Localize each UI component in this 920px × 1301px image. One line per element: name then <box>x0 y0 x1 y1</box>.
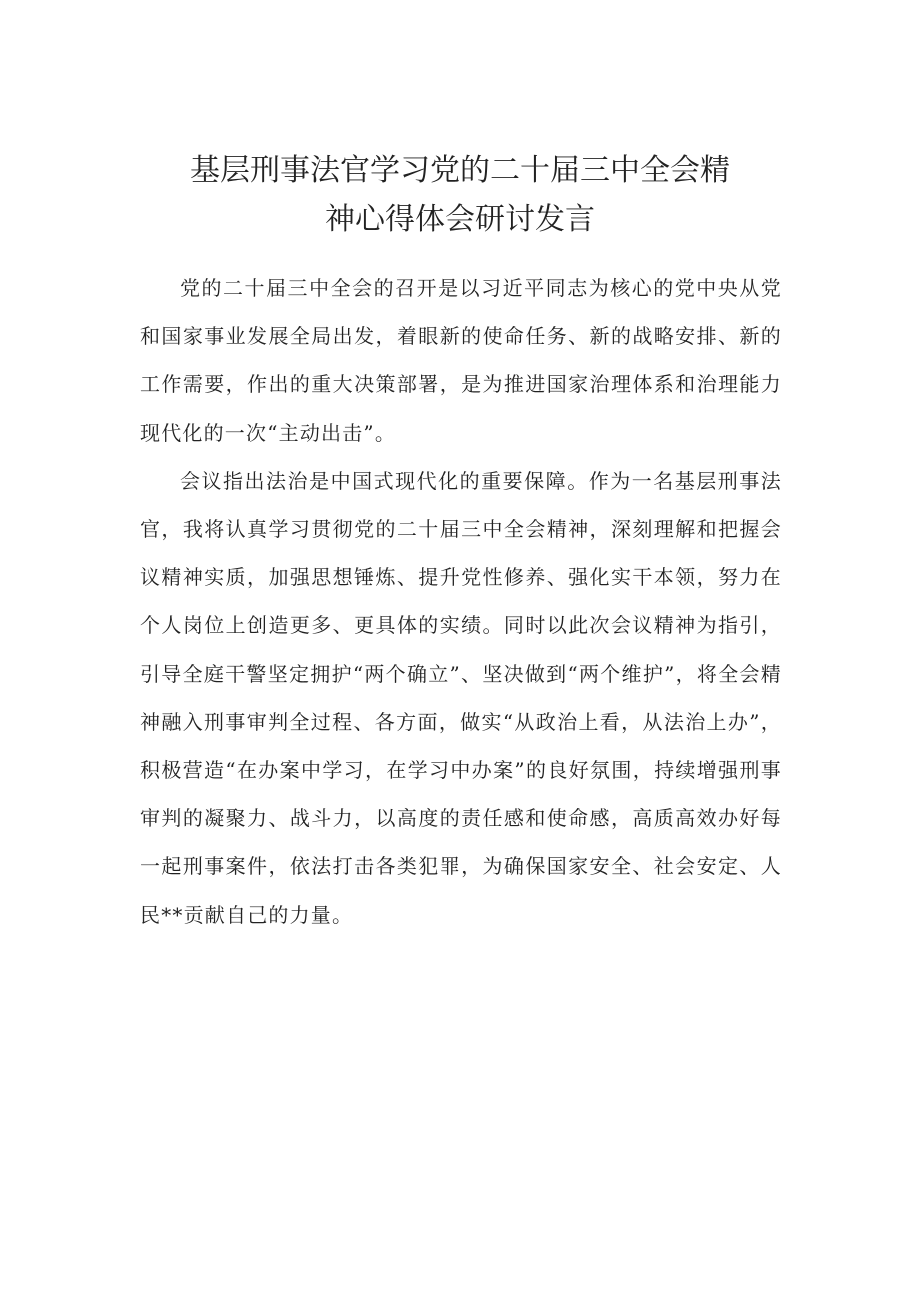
title-line-2: 神心得体会研讨发言 <box>325 202 595 237</box>
title-line-1: 基层刑事法官学习党的二十届三中全会精 <box>190 153 730 188</box>
document-title <box>140 146 780 244</box>
paragraph-2: 会议指出法治是中国式现代化的重要保障。作为一名基层刑事法官，我将认真学习贯彻党的二十届三中全会精神，深刻理解和把握会议精神实质，加强思想锤炼、提升党性修养、强化实干本领，努力在个人岗位上创造更多、更具体的实绩。同时以此次会议精神为指引，引导全庭干警坚定拥护“两个确立”、坚决做到“两个维护”，将全会精神融入刑事审判全过程、各方面，做实“从政治上看，从法治上办”，积极营造“在办案中学习，在学习中办案”的良好氛围，持续增强刑事审判的凝聚力、战斗力，以高度的责任感和使命感，高质高效办好每一起刑事案件，依法打击各类犯罪，为确保国家安全、社会安定、人民**贡献自己的力量。 <box>140 468 782 927</box>
paragraph-1: 党的二十届三中全会的召开是以习近平同志为核心的党中央从党和国家事业发展全局出发，着眼新的使命任务、新的战略安排、新的工作需要，作出的重大决策部署，是为推进国家治理体系和治理能力现代化的一次“主动出击”。 <box>140 276 782 445</box>
document-body <box>140 264 782 939</box>
